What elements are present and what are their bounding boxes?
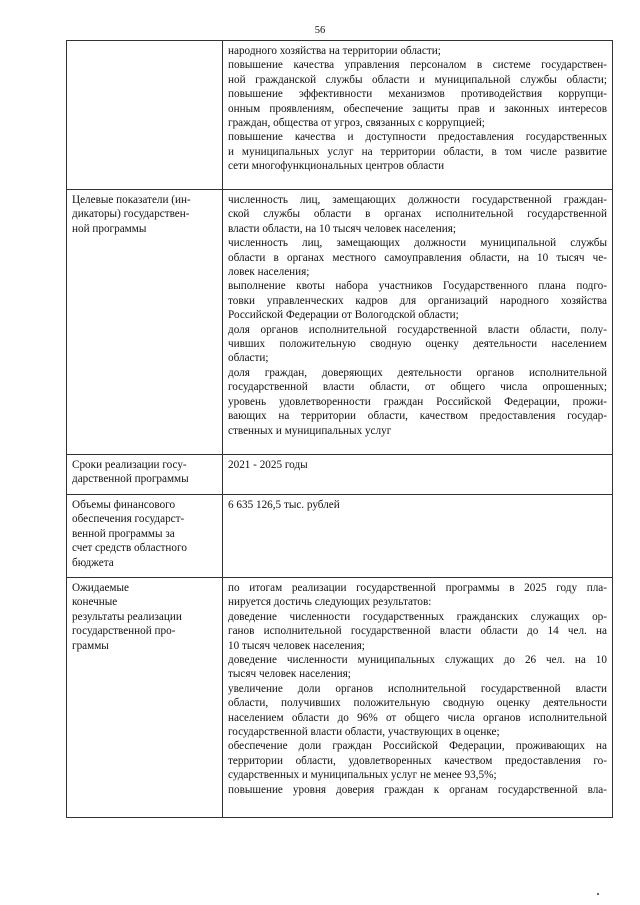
text-line: по итогам реализации государственной программы в 2025 году пла- bbox=[228, 582, 607, 594]
text-line: области; bbox=[228, 352, 269, 365]
label-line: Сроки реализации госу- bbox=[72, 459, 187, 471]
label-line: конечные bbox=[72, 596, 118, 609]
text-line: выполнение квоты набора участников Государственного плана подго- bbox=[228, 280, 607, 293]
row-label-cell bbox=[67, 41, 223, 190]
text-line: народного хозяйства на территории области; bbox=[228, 45, 441, 57]
row-value-cell bbox=[223, 455, 613, 495]
program-passport-table bbox=[66, 40, 613, 818]
label-line: ной программы bbox=[72, 222, 147, 235]
text-line: товки управленческих кадров для организаций народного хозяйства bbox=[228, 294, 607, 307]
text-line: обеспечение доли граждан Российской Федерации, проживающих на bbox=[228, 740, 607, 753]
row-label-cell bbox=[67, 495, 223, 578]
table-row bbox=[67, 455, 613, 495]
table-row bbox=[67, 495, 613, 578]
text-line: государственной власти области, участвующих в оценке; bbox=[228, 726, 500, 739]
text-line: 10 тысяч человек населения; bbox=[228, 639, 365, 652]
text-line: государственной власти области, от общего числа опрошенных; bbox=[228, 381, 607, 394]
text-line: ской службы области в органах исполнительной государственной bbox=[228, 208, 607, 221]
label-line: бюджета bbox=[72, 556, 114, 569]
label-line: Целевые показатели (ин- bbox=[72, 194, 191, 206]
text-line: граждан, общества от угроз, связанных с коррупцией; bbox=[228, 117, 485, 130]
label-line: государственной про- bbox=[72, 625, 176, 638]
text-line: чивших положительную сводную оценку деятельности населением bbox=[228, 338, 607, 351]
text-line: доведение численности государственных гражданских служащих ор- bbox=[228, 610, 607, 623]
text-line: Российской Федерации от Вологодской области; bbox=[228, 309, 459, 322]
text-line: нируется достичь следующих результатов: bbox=[228, 596, 432, 609]
text-line: области в органах местного самоуправления области, на 10 тысяч че- bbox=[228, 251, 607, 264]
text-line: 2021 - 2025 годы bbox=[228, 459, 308, 471]
text-line: населением области до 96% от общего числа органов исполнительной bbox=[228, 711, 607, 724]
text-line: сударственных и муниципальных услуг не менее 93,5%; bbox=[228, 769, 497, 782]
text-line: доля органов исполнительной государственной власти области, полу- bbox=[228, 323, 607, 336]
label-line: Объемы финансового bbox=[72, 499, 176, 511]
text-line: и муниципальных услуг на территории области, в том числе развитие bbox=[228, 145, 607, 158]
text-line: ловек населения; bbox=[228, 266, 310, 279]
row-value-cell bbox=[223, 578, 613, 818]
text-line: ной гражданской службы области и муниципальной службы области; bbox=[228, 73, 607, 86]
label-line: граммы bbox=[72, 639, 109, 652]
label-line: венной программы за bbox=[72, 527, 175, 540]
label-line: счет средств областного bbox=[72, 542, 187, 555]
row-value-cell bbox=[223, 495, 613, 578]
page-number: 56 bbox=[314, 25, 326, 36]
row-label-cell bbox=[67, 455, 223, 495]
row-label-cell bbox=[67, 578, 223, 818]
text-line: тысяч человек населения; bbox=[228, 668, 351, 681]
text-line: ственных и муниципальных услуг bbox=[228, 424, 392, 437]
text-line: повышение качества и доступности предоставления государственных bbox=[228, 131, 607, 144]
label-line: обеспечения государст- bbox=[72, 513, 185, 526]
text-line: области, получивших положительную сводную оценку деятельности bbox=[228, 697, 607, 710]
text-line: вающих на территории области, качеством предоставления государ- bbox=[228, 410, 607, 423]
text-line: доля граждан, доверяющих деятельности органов исполнительной bbox=[228, 366, 607, 379]
text-line: доведение численности муниципальных служащих до 26 чел. на 10 bbox=[228, 654, 607, 667]
text-line: территории области, удовлетворенных качеством предоставления го- bbox=[228, 754, 607, 767]
table-row bbox=[67, 578, 613, 818]
label-line: результаты реализации bbox=[72, 610, 182, 623]
text-line: численность лиц, замещающих должности государственной граждан- bbox=[228, 194, 607, 206]
text-line: уровень удовлетворенности граждан Российской Федерации, прожи- bbox=[228, 395, 607, 408]
table-row bbox=[67, 190, 613, 455]
text-line: онным проявлениям, обеспечение защиты прав и законных интересов bbox=[228, 102, 607, 115]
label-line: дикаторы) государствен- bbox=[72, 208, 190, 221]
text-line: 6 635 126,5 тыс. рублей bbox=[228, 499, 340, 511]
text-line: численность лиц, замещающих должности муниципальной службы bbox=[228, 237, 607, 250]
row-label-cell bbox=[67, 190, 223, 455]
text-line: увеличение доли органов исполнительной государственной власти bbox=[228, 682, 607, 695]
text-line: повышение качества управления персоналом в системе государствен- bbox=[228, 59, 607, 72]
row-value-cell bbox=[223, 190, 613, 455]
text-line: власти области, на 10 тысяч человек населения; bbox=[228, 222, 456, 235]
label-line: дарственной программы bbox=[72, 473, 189, 486]
table-row bbox=[67, 41, 613, 190]
label-line: Ожидаемые bbox=[72, 582, 129, 594]
scan-speck bbox=[597, 893, 599, 895]
text-line: сети многофункциональных центров области bbox=[228, 160, 445, 173]
text-line: повышение эффективности механизмов противодействия коррупци- bbox=[228, 88, 607, 101]
row-value-cell bbox=[223, 41, 613, 190]
text-line: повышение уровня доверия граждан к органам государственной вла- bbox=[228, 783, 607, 796]
text-line: ганов исполнительной государственной власти области до 14 чел. на bbox=[228, 625, 607, 638]
